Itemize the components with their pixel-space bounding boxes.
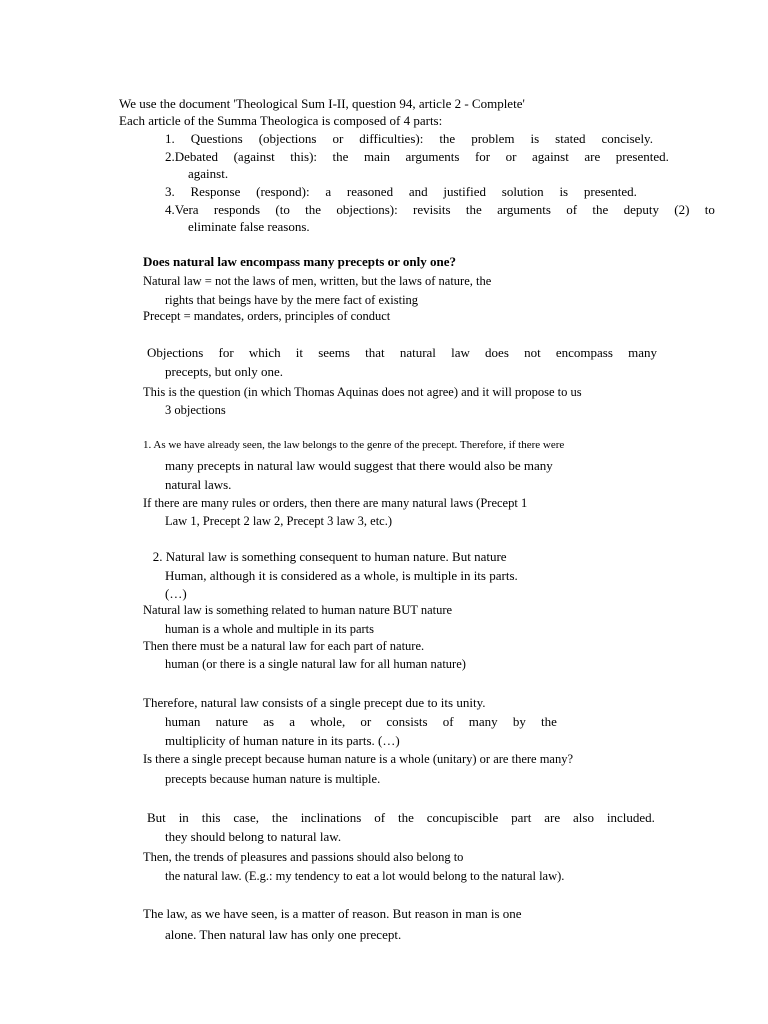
word: (objections	[258, 131, 317, 146]
word: this	[201, 810, 221, 825]
word: presented.	[615, 149, 669, 164]
word: 3.	[165, 184, 175, 199]
objection-2-note-1-cont: human is a whole and multiple in its parts	[165, 622, 374, 636]
part-4-cont: eliminate false reasons.	[188, 219, 310, 234]
question-note-cont: 3 objections	[165, 403, 226, 417]
part-3	[165, 185, 637, 198]
part-4	[165, 203, 715, 216]
word: revisits	[413, 202, 451, 217]
word: or	[505, 149, 517, 164]
word: (2)	[674, 202, 690, 217]
word: whole,	[310, 714, 346, 729]
word: the	[592, 202, 609, 217]
word: for	[218, 345, 234, 360]
therefore-note: Is there a single precept because human nature is a whole (unitary) or are there many?	[143, 752, 574, 766]
word: main	[363, 149, 390, 164]
part-1	[165, 132, 653, 145]
word: Questions	[190, 131, 243, 146]
word: or	[360, 714, 372, 729]
therefore-line-3: multiplicity of human nature in its parts. (…)	[165, 733, 400, 748]
word: difficulties):	[359, 131, 424, 146]
word: concisely.	[601, 131, 653, 146]
word: Response	[190, 184, 241, 199]
word: stated	[555, 131, 586, 146]
word: the	[397, 810, 414, 825]
objection-1-note-cont: Law 1, Precept 2 law 2, Precept 3 law 3, etc.)	[165, 514, 393, 528]
objections-words	[147, 346, 657, 359]
question-note: This is the question (in which Thomas Aquinas does not agree) and it will propose to us	[143, 385, 582, 399]
objection-2-line-2: Human, although it is considered as a whole, is multiple in its parts.	[165, 568, 518, 583]
therefore-line-2	[165, 715, 557, 728]
word: (to	[275, 202, 290, 217]
word: are	[544, 810, 561, 825]
objections-line-2: precepts, but only one.	[165, 364, 284, 379]
precept-definition: Precept = mandates, orders, principles of conduct	[143, 309, 391, 323]
reason-line-2: alone. Then natural law has only one precept.	[165, 927, 402, 942]
word: consists	[386, 714, 428, 729]
word: deputy	[623, 202, 659, 217]
objection-2-note-2: Then there must be a natural law for each part of nature.	[143, 639, 425, 653]
word: nature	[215, 714, 249, 729]
word: also	[573, 810, 594, 825]
word: does	[485, 345, 509, 360]
word: encompass	[555, 345, 613, 360]
word: this):	[290, 149, 318, 164]
objection-2-line-3: (…)	[165, 586, 187, 601]
word: 4.Vera	[165, 202, 199, 217]
word: a	[289, 714, 296, 729]
word: it	[295, 345, 304, 360]
word: (against	[233, 149, 275, 164]
word: the	[439, 131, 456, 146]
word: presented.	[583, 184, 637, 199]
word: responds	[213, 202, 261, 217]
word: by	[512, 714, 526, 729]
word: for	[474, 149, 491, 164]
word: the	[541, 714, 557, 729]
objection-2-note-1: Natural law is something related to human nature BUT nature	[143, 603, 453, 617]
objection-1-note: If there are many rules or orders, then there are many natural laws (Precept 1	[143, 496, 528, 510]
concupiscible-words	[147, 811, 655, 824]
word: case,	[233, 810, 260, 825]
word: is	[559, 184, 569, 199]
word: arguments	[497, 202, 551, 217]
word: many	[468, 714, 498, 729]
word: natural	[399, 345, 436, 360]
therefore-note-cont: precepts because human nature is multiple.	[165, 772, 381, 786]
natural-law-definition: Natural law = not the laws of men, written, but the laws of nature, the	[143, 274, 492, 288]
word: 1.	[165, 131, 175, 146]
word: and	[408, 184, 428, 199]
word: many	[628, 345, 657, 360]
word: concupiscible	[426, 810, 499, 825]
word: seems	[318, 345, 350, 360]
word: inclinations	[300, 810, 362, 825]
concupiscible-line-2: they should belong to natural law.	[165, 829, 342, 844]
objection-2-line-1: 2. Natural law is something consequent to human nature. But nature	[152, 549, 507, 564]
objection-1-line-1: 1. As we have already seen, the law belongs to the genre of the precept. Therefore, if there were	[143, 439, 565, 451]
word: that	[365, 345, 385, 360]
natural-law-definition-cont: rights that beings have by the mere fact of existing	[165, 293, 419, 307]
word: arguments	[405, 149, 460, 164]
therefore-line-1: Therefore, natural law consists of a single precept due to its unity.	[143, 695, 486, 710]
word: which	[248, 345, 281, 360]
reason-line-1: The law, as we have seen, is a matter of reason. But reason in man is one	[143, 906, 522, 921]
word: of	[374, 810, 386, 825]
word: objections):	[336, 202, 398, 217]
intro-line-1: We use the document 'Theological Sum I-II, question 94, article 2 - Complete'	[119, 96, 525, 111]
part-2-cont: against.	[188, 166, 229, 181]
word: 2.Debated	[165, 149, 219, 164]
word: not	[524, 345, 541, 360]
word: human	[165, 714, 201, 729]
word: justified	[443, 184, 486, 199]
word: reasoned	[346, 184, 394, 199]
word: to	[704, 202, 715, 217]
word: are	[584, 149, 601, 164]
word: or	[332, 131, 344, 146]
word: included.	[606, 810, 655, 825]
word: the	[305, 202, 322, 217]
word: part	[511, 810, 532, 825]
word: solution	[501, 184, 544, 199]
word: of	[442, 714, 454, 729]
word: in	[178, 810, 189, 825]
word: But	[147, 810, 166, 825]
word: law	[451, 345, 470, 360]
intro-line-2: Each article of the Summa Theologica is composed of 4 parts:	[119, 113, 443, 128]
word: (respond):	[256, 184, 310, 199]
objections-line-1	[143, 346, 657, 359]
objection-1-line-2: many precepts in natural law would suggest that there would also be many	[165, 458, 553, 473]
word: is	[530, 131, 540, 146]
word: a	[325, 184, 332, 199]
objection-1-line-3: natural laws.	[165, 477, 232, 492]
word: against	[532, 149, 569, 164]
word: the	[271, 810, 288, 825]
concupiscible-line-1	[143, 811, 655, 824]
part-2	[165, 150, 669, 163]
concupiscible-note-cont: the natural law. (E.g.: my tendency to eat a lot would belong to the natural law).	[165, 869, 565, 883]
question-title: Does natural law encompass many precepts or only one?	[143, 254, 456, 269]
word: the	[332, 149, 349, 164]
word: as	[263, 714, 275, 729]
word: of	[566, 202, 578, 217]
objection-2-note-2-cont: human (or there is a single natural law for all human nature)	[165, 657, 466, 671]
word: problem	[471, 131, 515, 146]
word: Objections	[147, 345, 204, 360]
concupiscible-note: Then, the trends of pleasures and passions should also belong to	[143, 850, 464, 864]
word: the	[465, 202, 482, 217]
